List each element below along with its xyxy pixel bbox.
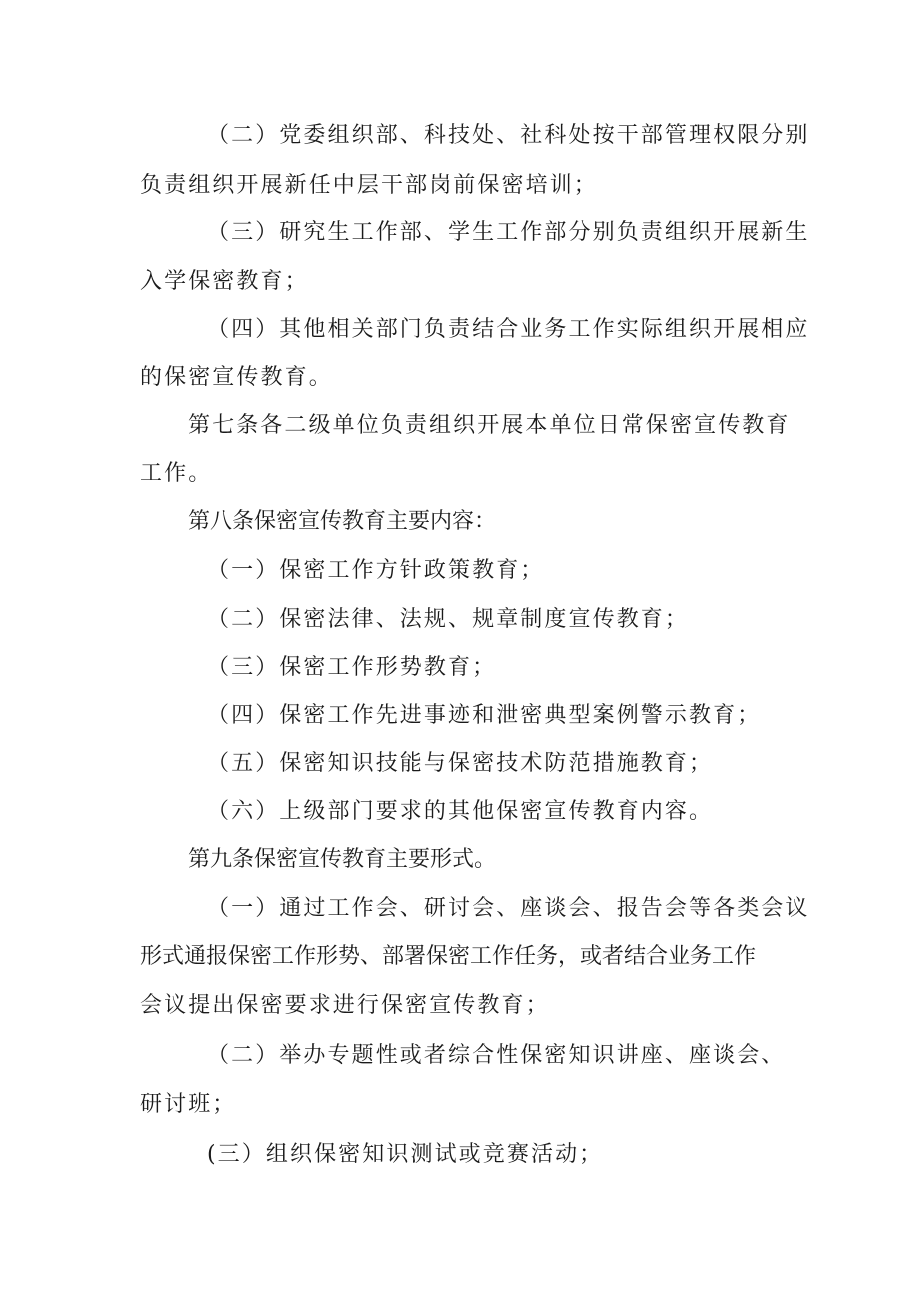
list-item: （二）保密法律、法规、规章制度宣传教育； (207, 607, 690, 632)
section-heading: 第八条保密宣传教育主要内容： (188, 509, 497, 534)
paragraph-line: 负责组织开展新任中层干部岗前保密培训； (140, 173, 598, 198)
paragraph-line: （二）党委组织部、科技处、社科处按干部管理权限分别 (207, 123, 810, 148)
list-item: （五）保密知识技能与保密技术防范措施教育； (207, 751, 714, 776)
paragraph-line: （四）其他相关部门负责结合业务工作实际组织开展相应 (207, 317, 810, 342)
section-heading: 第九条保密宣传教育主要形式。 (188, 847, 497, 872)
list-item: （六）上级部门要求的其他保密宣传教育内容。 (207, 799, 714, 824)
paragraph-line: 会议提出保密要求进行保密宣传教育； (140, 993, 550, 1018)
paragraph-line: 第七条各二级单位负责组织开展本单位日常保密宣传教育 (188, 413, 791, 438)
paragraph-line: （二）举办专题性或者综合性保密知识讲座、座谈会、 (207, 1043, 786, 1068)
list-item: （四）保密工作先进事迹和泄密典型案例警示教育； (207, 703, 762, 728)
paragraph-line: 形式通报保密工作形势、部署保密工作任务，或者结合业务工作 (140, 944, 757, 969)
paragraph-line: （三）研究生工作部、学生工作部分别负责组织开展新生 (207, 220, 810, 245)
paragraph-line: 研讨班； (140, 1092, 237, 1117)
paragraph-line: 入学保密教育； (140, 269, 309, 294)
paragraph-line: （一）通过工作会、研讨会、座谈会、报告会等各类会议 (207, 896, 810, 921)
paragraph-line: 工作。 (140, 461, 213, 486)
paragraph-line: (三）组织保密知识测试或竞赛活动； (207, 1142, 604, 1167)
list-item: （三）保密工作形势教育； (207, 655, 497, 680)
list-item: （一）保密工作方针政策教育； (207, 558, 545, 583)
paragraph-line: 的保密宣传教育。 (140, 365, 333, 390)
